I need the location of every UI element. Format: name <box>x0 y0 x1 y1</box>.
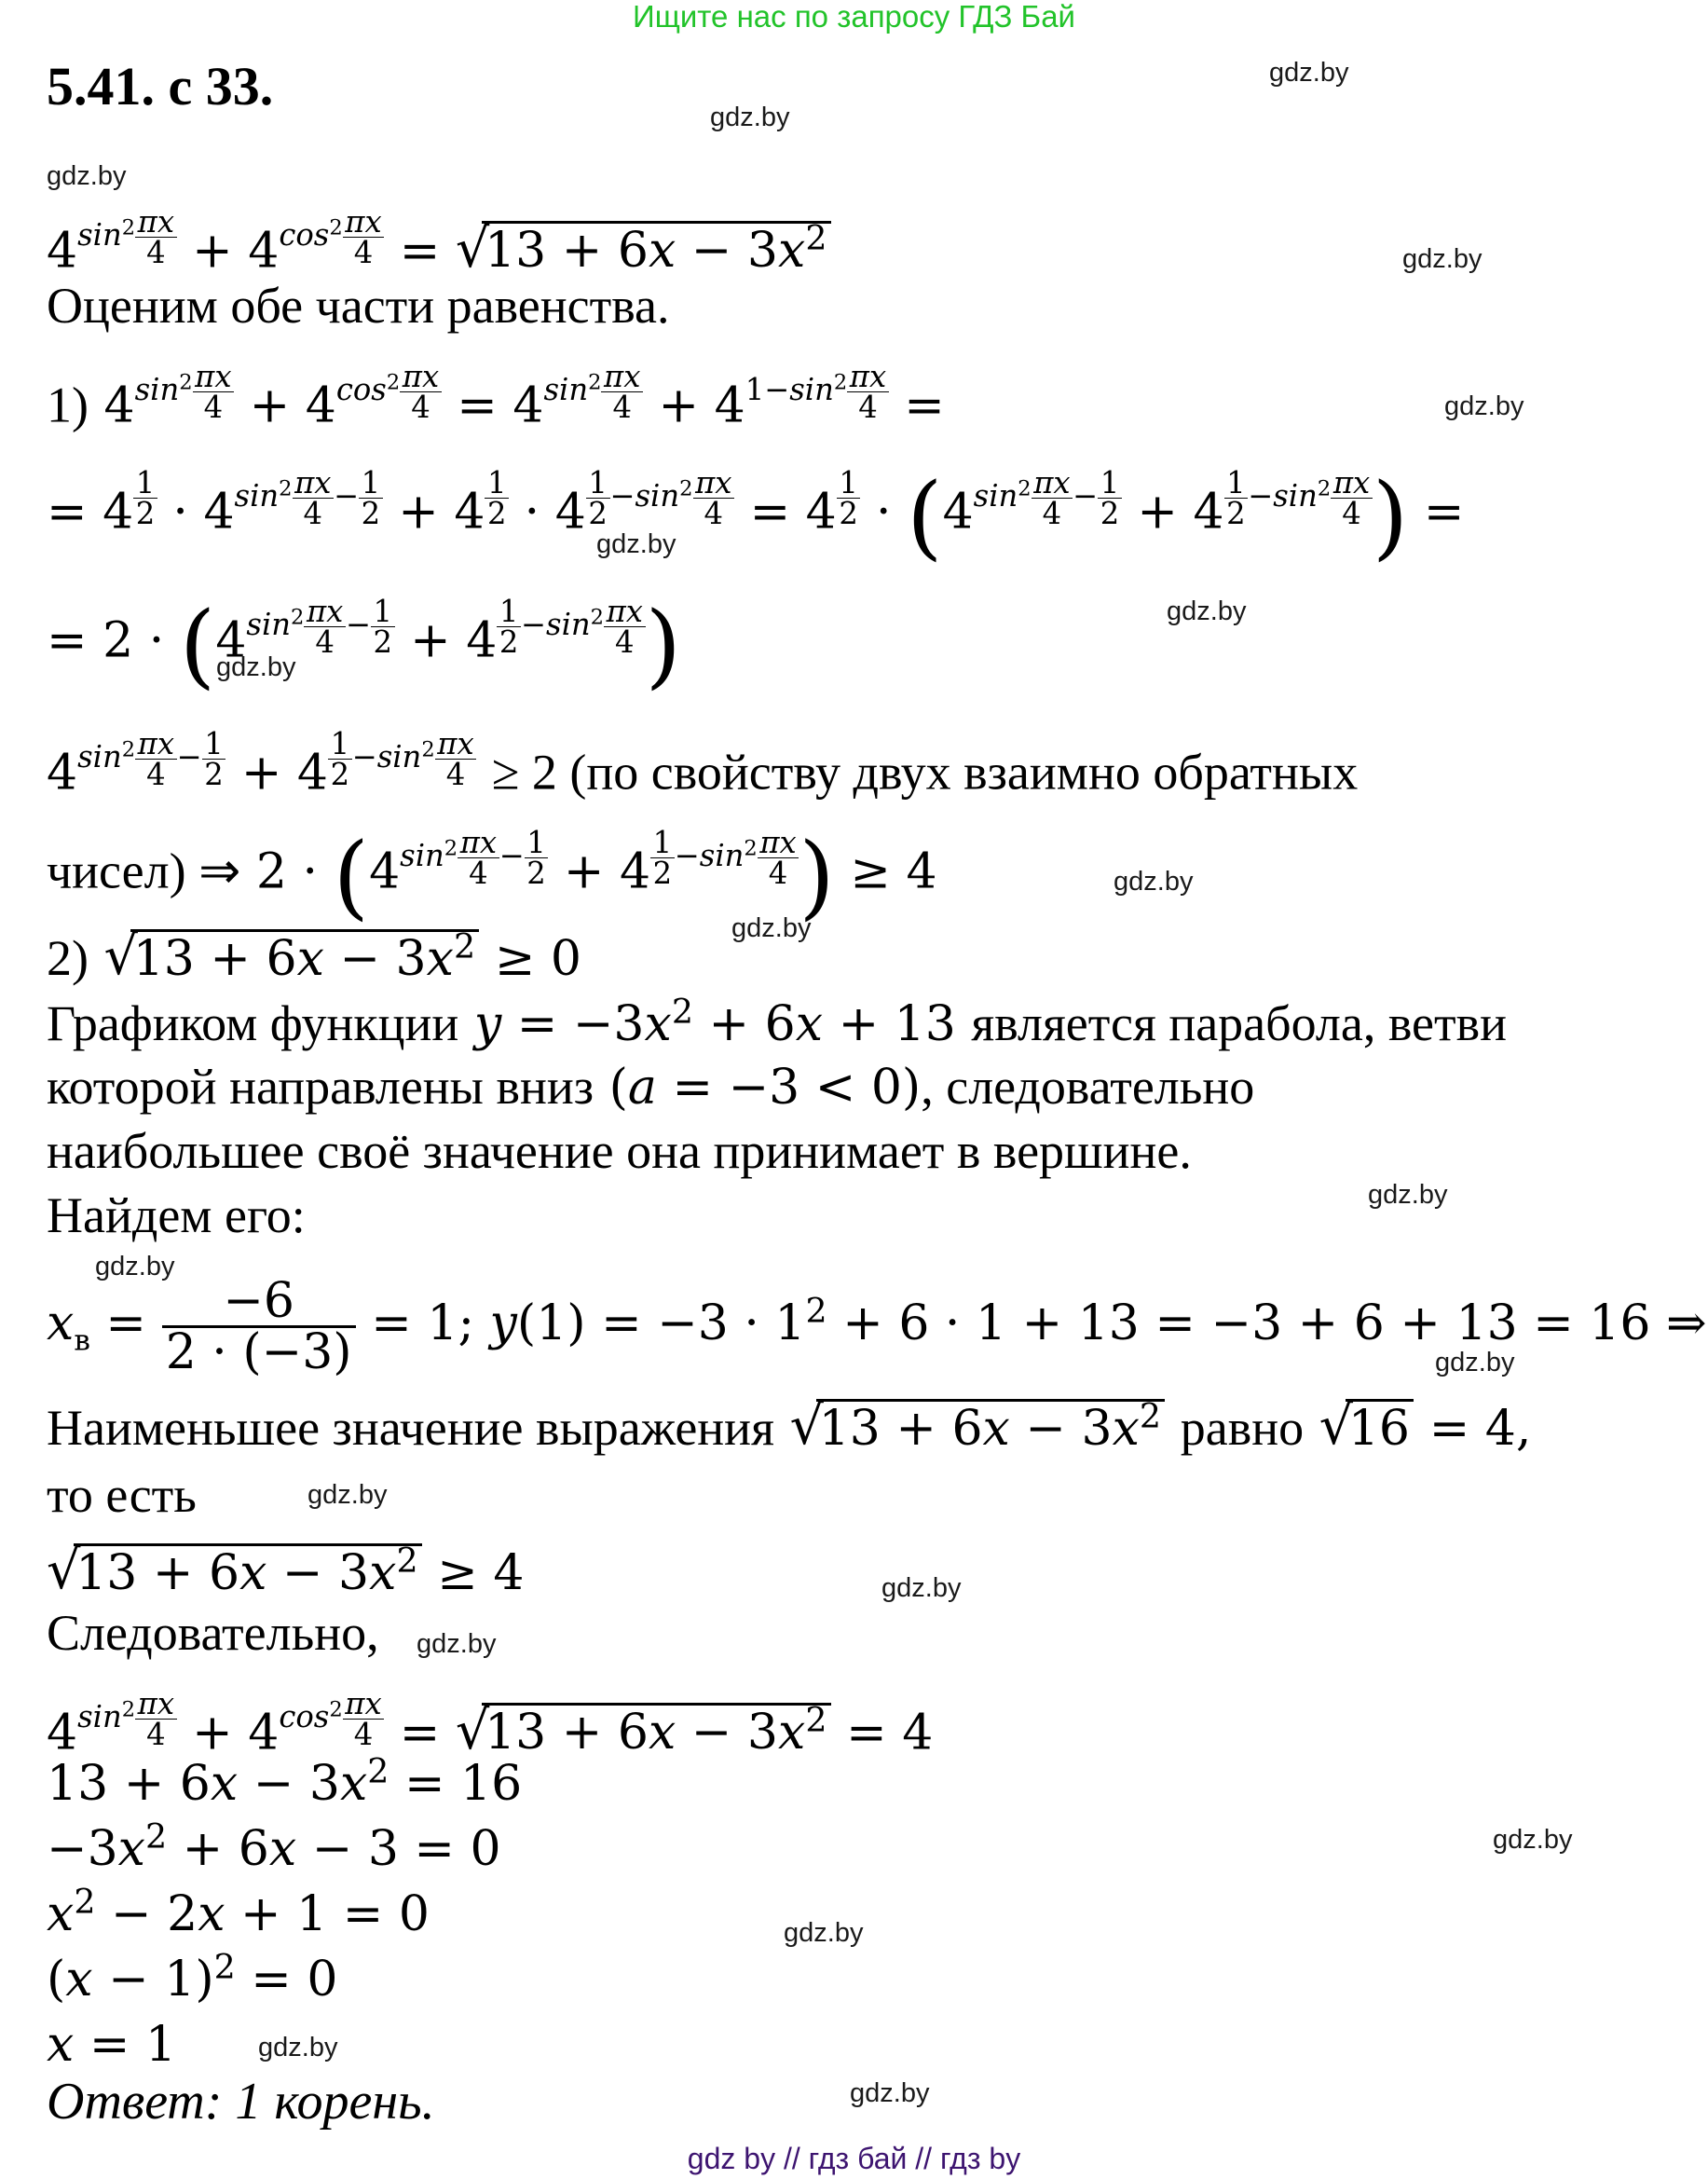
main-equation: $4^{sin^2 \frac{\pi x}{4}}$ + $4^{cos^2 \frac{\pi x}{4}}$ = √ $13 + 6x - 3x^2$ <box>47 207 831 281</box>
watermark-text: gdz.by <box>1435 1348 1515 1377</box>
footer-links[interactable]: gdz by // гдз бай // гдз by <box>687 2142 1021 2175</box>
watermark-text: gdz.by <box>784 1918 864 1948</box>
parabola-text-2: которой направлены вниз (a = −3 < 0), следовательно <box>47 1059 1255 1116</box>
watermark-text: gdz.by <box>1493 1825 1573 1855</box>
vertex-line: $x_в$ = $\frac{-6}{2 \cdot (-3)}$ = 1; $y(1) = -3 \cdot 1^2 + 6 \cdot 1 + 13 = -3 + 6 + 13 = 16$ ⇒ <box>47 1273 1707 1380</box>
watermark-text: gdz.by <box>1402 244 1483 274</box>
least-value-line: Наименьшее значение выражения √ $13 + 6x - 3x^2$ равно √ 16 = 4, <box>47 1398 1531 1459</box>
eq-line-3: $x^2 - 2x + 1 = 0$ <box>47 1881 430 1942</box>
parabola-text-1: Графиком функции $y = -3x^2 + 6x + 13$ является парабола, ветви <box>47 991 1507 1052</box>
inequality-line: $4^{sin^2 \frac{\pi x}{4} - \frac{1}{2}}$ + 4 $^{\frac{1}{2} -sin^2 \frac{\pi x}{4}}$ ≥ 2 (по свойству двух взаимно обратных <box>47 726 1359 802</box>
search-banner[interactable]: Ищите нас по запросу ГДЗ Бай <box>633 0 1075 34</box>
watermark-text: gdz.by <box>307 1480 388 1510</box>
watermark-text: gdz.by <box>1368 1180 1448 1210</box>
watermark-text: gdz.by <box>1114 867 1194 897</box>
watermark-text: gdz.by <box>258 2033 338 2063</box>
watermark-text: gdz.by <box>1167 596 1247 626</box>
eq-line-4: $(x - 1)^2 = 0$ <box>47 1946 338 2008</box>
step1-line2: = 4 $^{\frac{1}{2}}$ · $4^{sin^2 \frac{\pi x}{4} - \frac{1}{2}}$ + 4 $^{\frac{1}{2}}$ · 4 $^{\frac{1}{2} -sin^2 \frac{\pi x}{4}}$ = 4 $^{\frac{1}{2}}$ · ($4^{sin^2 \frac{\pi x}{4} - \frac{1}{2}}$ + 4 $^{\frac{1}{2} -sin^2 \frac{\pi x}{4}}$ ) = <box>47 463 1465 571</box>
eq-line-2: $-3x^2 + 6x - 3 = 0$ <box>47 1816 501 1877</box>
watermark-text: gdz.by <box>710 103 790 132</box>
step1-line3: = $2 \cdot (4^{sin^2 \frac{\pi x}{4} - \frac{1}{2}}$ + 4 $^{\frac{1}{2} -sin^2 \frac{\pi x}{4}}$ ) <box>47 592 682 700</box>
step2-line: 2) √ $13 + 6x - 3x^2 \ge 0$ <box>47 928 581 989</box>
watermark-text: gdz.by <box>596 529 676 559</box>
that-is-text: то есть <box>47 1467 197 1523</box>
eq-line-1: $13 + 6x - 3x^2 = 16$ <box>47 1750 523 1812</box>
therefore-text: Следовательно, <box>47 1605 379 1661</box>
watermark-text: gdz.by <box>881 1573 962 1603</box>
find-text: Найдем его: <box>47 1187 306 1243</box>
watermark-text: gdz.by <box>731 913 812 943</box>
eq-line-5: x = 1 <box>47 2017 177 2073</box>
watermark-text: gdz.by <box>95 1252 175 1281</box>
watermark-text: gdz.by <box>850 2078 930 2108</box>
answer-text: Ответ: 1 корень. <box>47 2073 435 2131</box>
watermark-text: gdz.by <box>47 161 127 191</box>
final-equation: $4^{sin^2 \frac{\pi x}{4}}$ + $4^{cos^2 \frac{\pi x}{4}}$ = √ $13 + 6x - 3x^2 = 4$ <box>47 1689 933 1762</box>
inequality-line2: чисел) ⇒ $2 \cdot (4^{sin^2 \frac{\pi x}{4} - \frac{1}{2}}$ + 4 $^{\frac{1}{2} -sin^2 \frac{\pi x}{4}}$ ) ≥ 4 <box>47 823 937 931</box>
watermark-text: gdz.by <box>216 652 296 682</box>
step1-line1: 1) $4^{sin^2 \frac{\pi x}{4}}$ + $4^{cos^2 \frac{\pi x}{4}}$ = $4^{sin^2 \frac{\pi x}{4}}$ + $4^{1-sin^2 \frac{\pi x}{4}}$ = <box>47 359 945 434</box>
parabola-text-3: наибольшее своё значение она принимает в вершине. <box>47 1123 1192 1179</box>
root-ge-4: √ $13 + 6x - 3x^2 \ge 4$ <box>47 1543 524 1603</box>
watermark-text: gdz.by <box>1444 391 1524 421</box>
watermark-text: gdz.by <box>1269 58 1349 88</box>
estimate-text: Оценим обе части равенства. <box>47 278 670 334</box>
watermark-text: gdz.by <box>417 1629 497 1659</box>
problem-title: 5.41. с 33. <box>47 56 274 116</box>
